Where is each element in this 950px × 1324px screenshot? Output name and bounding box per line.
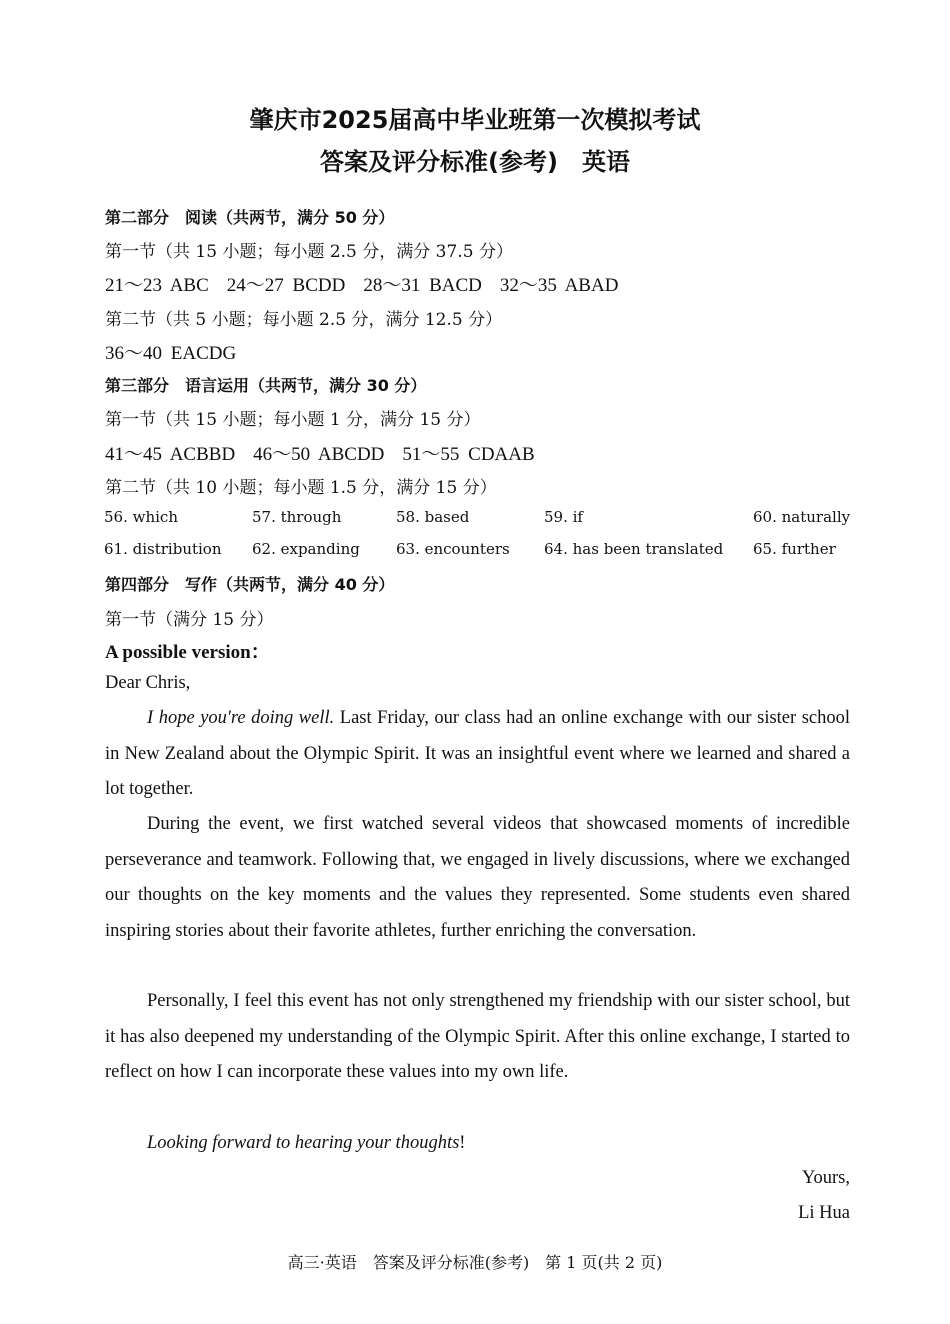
letter-paragraph-3: Personally, I feel this event has not only strengthened my friendship with our sister school, but it has also deepened my understanding of the Olympic Spirit. After this online exchange, I started to reflect on how I can incorporate these values into my own life. <box>105 991 850 1082</box>
page-footer: 高三·英语 答案及评分标准(参考) 第 1 页(共 2 页) <box>287 1253 663 1272</box>
letter-paragraph-2: During the event, we first watched several videos that showcased moments of incredible perseverance and teamwork. Following that, we engaged in lively discussions, where we exchanged our thoughts on the key moments and the values they represented. Some students even shared inspiring stories about their favorite athletes, further enriching the conversation. <box>105 814 850 941</box>
fill-answer: 58. based <box>396 508 470 526</box>
answer-group: 24～27 BCDD <box>226 275 346 296</box>
answer-group: 28～31 BACD <box>363 275 482 296</box>
letter-greeting: Dear Chris, <box>105 673 191 693</box>
letter-paragraph-4 <box>105 1126 850 1162</box>
part2-sec1-answers <box>105 270 636 297</box>
page-title: 肇庆市2025届高中毕业班第一次模拟考试 <box>249 106 701 134</box>
page-subtitle: 答案及评分标准(参考) 英语 <box>320 148 630 176</box>
part2-sec2-header: 第二节（共 5 小题；每小题 2.5 分，满分 12.5 分） <box>105 310 503 330</box>
part3-sec2-header: 第二节（共 10 小题；每小题 1.5 分，满分 15 分） <box>105 478 497 498</box>
answer-group: 21～23 ABC <box>105 275 209 296</box>
letter-p4-end: ! <box>459 1133 466 1153</box>
fill-answer: 57. through <box>252 508 342 526</box>
part4-sec1-header: 第一节（满分 15 分） <box>105 610 274 630</box>
fill-answer: 62. expanding <box>252 540 360 558</box>
part2-sec1-header: 第一节（共 15 小题；每小题 2.5 分，满分 37.5 分） <box>105 242 513 262</box>
fill-answer: 65. further <box>753 540 836 558</box>
part3-sec1-answers <box>105 439 553 466</box>
letter-closing: Yours, <box>802 1168 850 1188</box>
letter-p4-italic: Looking forward to hearing your thoughts <box>147 1133 460 1153</box>
version-label: A possible version： <box>105 642 270 663</box>
fill-answer: 56. which <box>104 508 178 526</box>
answer-group: 32～35 ABAD <box>499 275 619 296</box>
fill-answer: 61. distribution <box>104 540 222 558</box>
letter-p1-italic: I hope you're doing well. <box>147 708 335 728</box>
part3-sec1-header: 第一节（共 15 小题；每小题 1 分，满分 15 分） <box>105 410 481 430</box>
fill-answer: 59. if <box>544 508 583 526</box>
part4-header: 第四部分 写作（共两节，满分 40 分） <box>105 575 395 594</box>
answer-group: 36～40 EACDG <box>105 343 237 364</box>
part2-sec2-answers <box>105 338 254 365</box>
fill-answer: 64. has been translated <box>544 540 724 558</box>
fill-answer: 60. naturally <box>753 508 851 526</box>
letter-signature: Li Hua <box>798 1203 850 1223</box>
letter-paragraph-1 <box>105 701 850 808</box>
part2-header: 第二部分 阅读（共两节，满分 50 分） <box>105 208 395 227</box>
part3-header: 第三部分 语言运用（共两节，满分 30 分） <box>105 376 427 395</box>
answer-group: 41～45 ACBBD <box>105 444 236 465</box>
answer-group: 46～50 ABCDD <box>253 444 385 465</box>
answer-group: 51～55 CDAAB <box>402 444 535 465</box>
fill-answer: 63. encounters <box>396 540 510 558</box>
letter-p1-text: Last Friday, our class had an online exchange with our sister school in New Zealand about the Olympic Spirit. It was an insightful event where we learned and shared a lot together. <box>105 708 851 799</box>
